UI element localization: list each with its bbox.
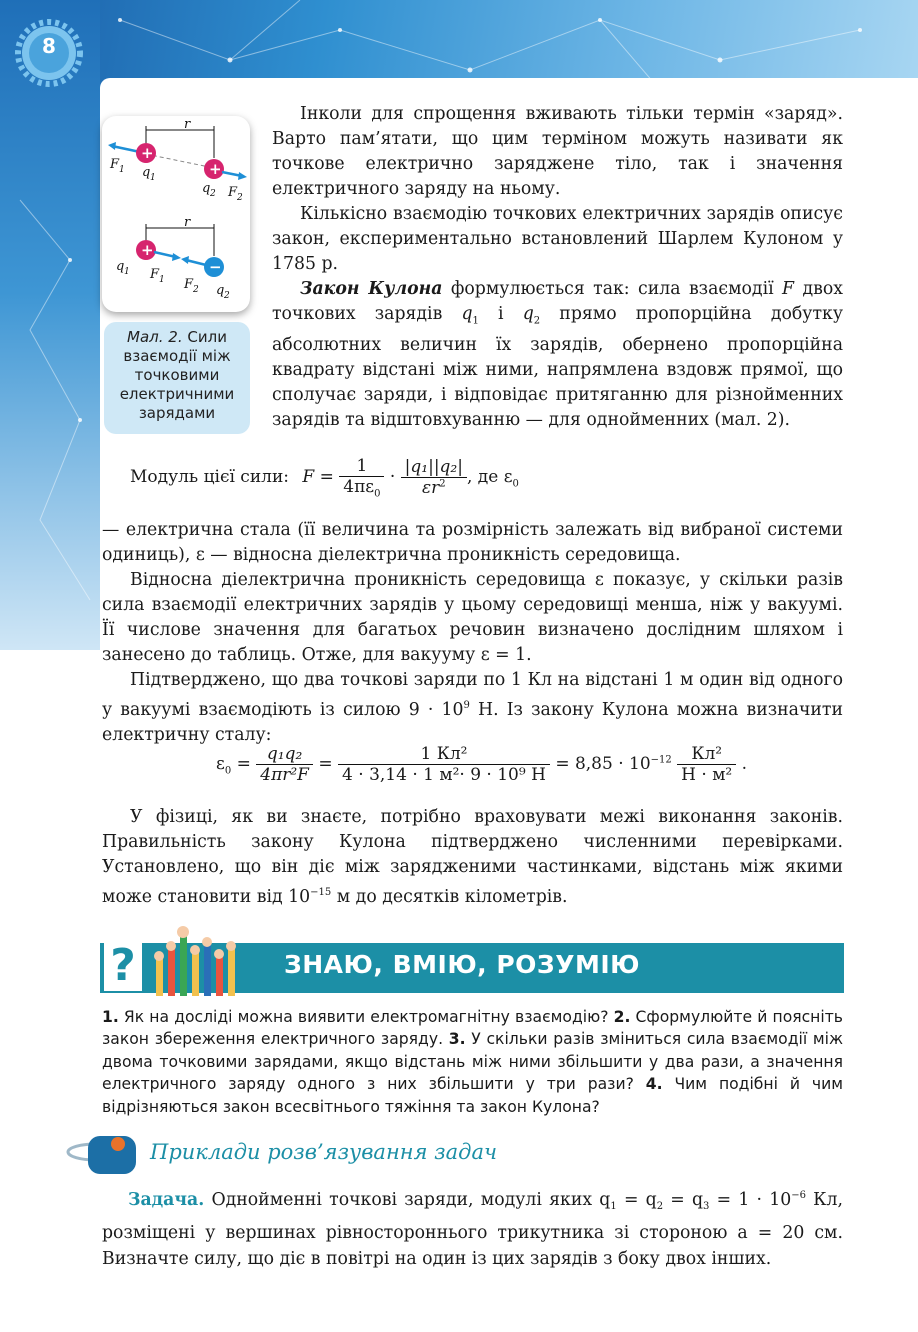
svg-text:2: 2 xyxy=(224,291,230,301)
svg-text:+: + xyxy=(209,160,222,178)
paragraph-4-continued: — електрична стала (її величина та розмірність залежать від вибраної системи одиниць), ε — відносна діелектрична проникність середовища. xyxy=(102,520,843,565)
svg-text:F: F xyxy=(228,185,238,200)
paragraph-1: Інколи для спрощення вживають тільки термін «заряд». Варто пам’ятати, що цим терміном можуть називати як точкове електрично заряджене тіло, так і значення електричного заряду на ньому. xyxy=(272,104,843,199)
svg-text:F: F xyxy=(150,267,160,282)
svg-text:q: q xyxy=(202,181,211,196)
task-text: Задача. Однойменні точкові заряди, модулі яких $q_1 = q_2 = q_3 = 1 \cdot 10^{-6}$ Кл, розміщені у вершинах рівностороннього трикутника зі стороною a = 20 см. Визначте силу, що діє в повітрі на один із цих зарядів з боку двох інших. xyxy=(102,1189,844,1270)
figure-coulomb xyxy=(102,116,250,312)
epsilon-formula: $\varepsilon_0$ = $\frac{\text{q₁q₂}}{\text{4πr²F}}$ = $\frac{\text{1 Кл²}}{\text{4 · 3,14 · 1 м²· 9 · 10⁹ Н}}$ = $8,85 \cdot 10^{-12}$ $\frac{\text{Кл²}}{\text{Н · м²}}$ . xyxy=(216,744,748,785)
svg-text:1: 1 xyxy=(159,275,165,285)
paragraph-3: Закон Кулона формулюється так: сила взаємодії F двох точкових зарядів $q_1$ і $q_2$ прямо пропорційна добутку абсолютних величин їх зарядів, обернено пропорційна квадрату відстані між ними, напрямлена вздовж прямої, що сполучає заряди, і відповідає притяганню для різнойменних зарядів та відштовхуванню — для однойменних (мал. 2). xyxy=(272,279,844,431)
svg-text:F: F xyxy=(110,157,120,172)
page-number: 8 xyxy=(42,34,56,58)
svg-text:1: 1 xyxy=(150,173,156,183)
paragraph-5: Відносна діелектрична проникність середовища ε показує, у скільки разів сила взаємодії електричних зарядів у цьому середовищі менша, ніж у вакуумі. Її числове значення для багатьох речовин визначено дослідним шляхом і занесено до таблиць. Отже, для вакууму ε = 1. xyxy=(102,570,843,665)
svg-text:+: + xyxy=(141,144,154,162)
paragraph-2: Кількісно взаємодію точкових електричних зарядів описує закон, експериментально встановлений Шарлем Кулоном у 1785 р. xyxy=(272,204,843,274)
label-r: r xyxy=(184,117,191,132)
svg-text:+: + xyxy=(141,241,154,259)
svg-text:2: 2 xyxy=(193,285,199,295)
svg-text:2: 2 xyxy=(237,193,243,203)
paragraph-6: Підтверджено, що два точкові заряди по 1 Кл на відстані 1 м один від одного у вакуумі взаємодіють із силою $9 \cdot 10^9$ Н. Із закону Кулона можна визначити електричну сталу: xyxy=(102,670,843,745)
caption-prefix: Мал. 2. xyxy=(127,328,183,346)
text-limits xyxy=(102,805,843,910)
svg-text:−: − xyxy=(209,258,222,276)
text-lower xyxy=(102,518,843,748)
review-questions: 1. Як на досліді можна виявити електромагнітну взаємодію? 2. Сформулюйте й поясніть закон збереження електричного заряду. 3. У скільки разів зміниться сила взаємодії між двома точковими зарядами, якщо відстань між ними збільшити у два рази, а значення електричного заряду одного з них збільшити у три рази? 4. Чим подібні й чим відрізняються закон всесвітнього тяжіння та закон Кулона? xyxy=(102,1008,844,1116)
svg-text:q: q xyxy=(142,165,151,180)
figure-caption xyxy=(104,322,250,434)
svg-text:q: q xyxy=(116,259,125,274)
page-sheet-top xyxy=(100,78,918,98)
examples-icon xyxy=(66,1130,146,1176)
svg-text:2: 2 xyxy=(210,189,216,199)
question-mark-icon: ? xyxy=(104,940,142,991)
section-title: ЗНАЮ, ВМІЮ, РОЗУМІЮ xyxy=(284,950,640,979)
text-main xyxy=(102,481,843,506)
paragraph-7: У фізиці, як ви знаєте, потрібно враховувати межі виконання законів. Правильність закону Кулона підтверджено численними перевірками. Установлено, що він діє між зарядженими частинками, відстань між якими може становити від $10^{-15}$ м до десятків кілометрів. xyxy=(102,807,843,907)
text-right-column xyxy=(272,102,843,433)
raised-hands-icon xyxy=(148,918,278,996)
svg-text:q: q xyxy=(216,283,225,298)
svg-text:r: r xyxy=(184,215,191,230)
coulomb-diagram xyxy=(102,116,250,312)
svg-text:1: 1 xyxy=(124,267,130,277)
examples-title: Приклади розв’язування задач xyxy=(150,1140,498,1164)
svg-text:F: F xyxy=(184,277,194,292)
caption-text: Сили взаємодії між точковими електричними зарядами xyxy=(119,328,235,422)
coulomb-formula-line: Модуль цієї сили: F = $\frac{1}{4\pi\varepsilon_0}$ · $\frac{\text{|q₁||q₂|}}{\varepsilon r^2}$ , де $\varepsilon_0$ xyxy=(130,456,519,500)
svg-text:1: 1 xyxy=(119,165,125,175)
